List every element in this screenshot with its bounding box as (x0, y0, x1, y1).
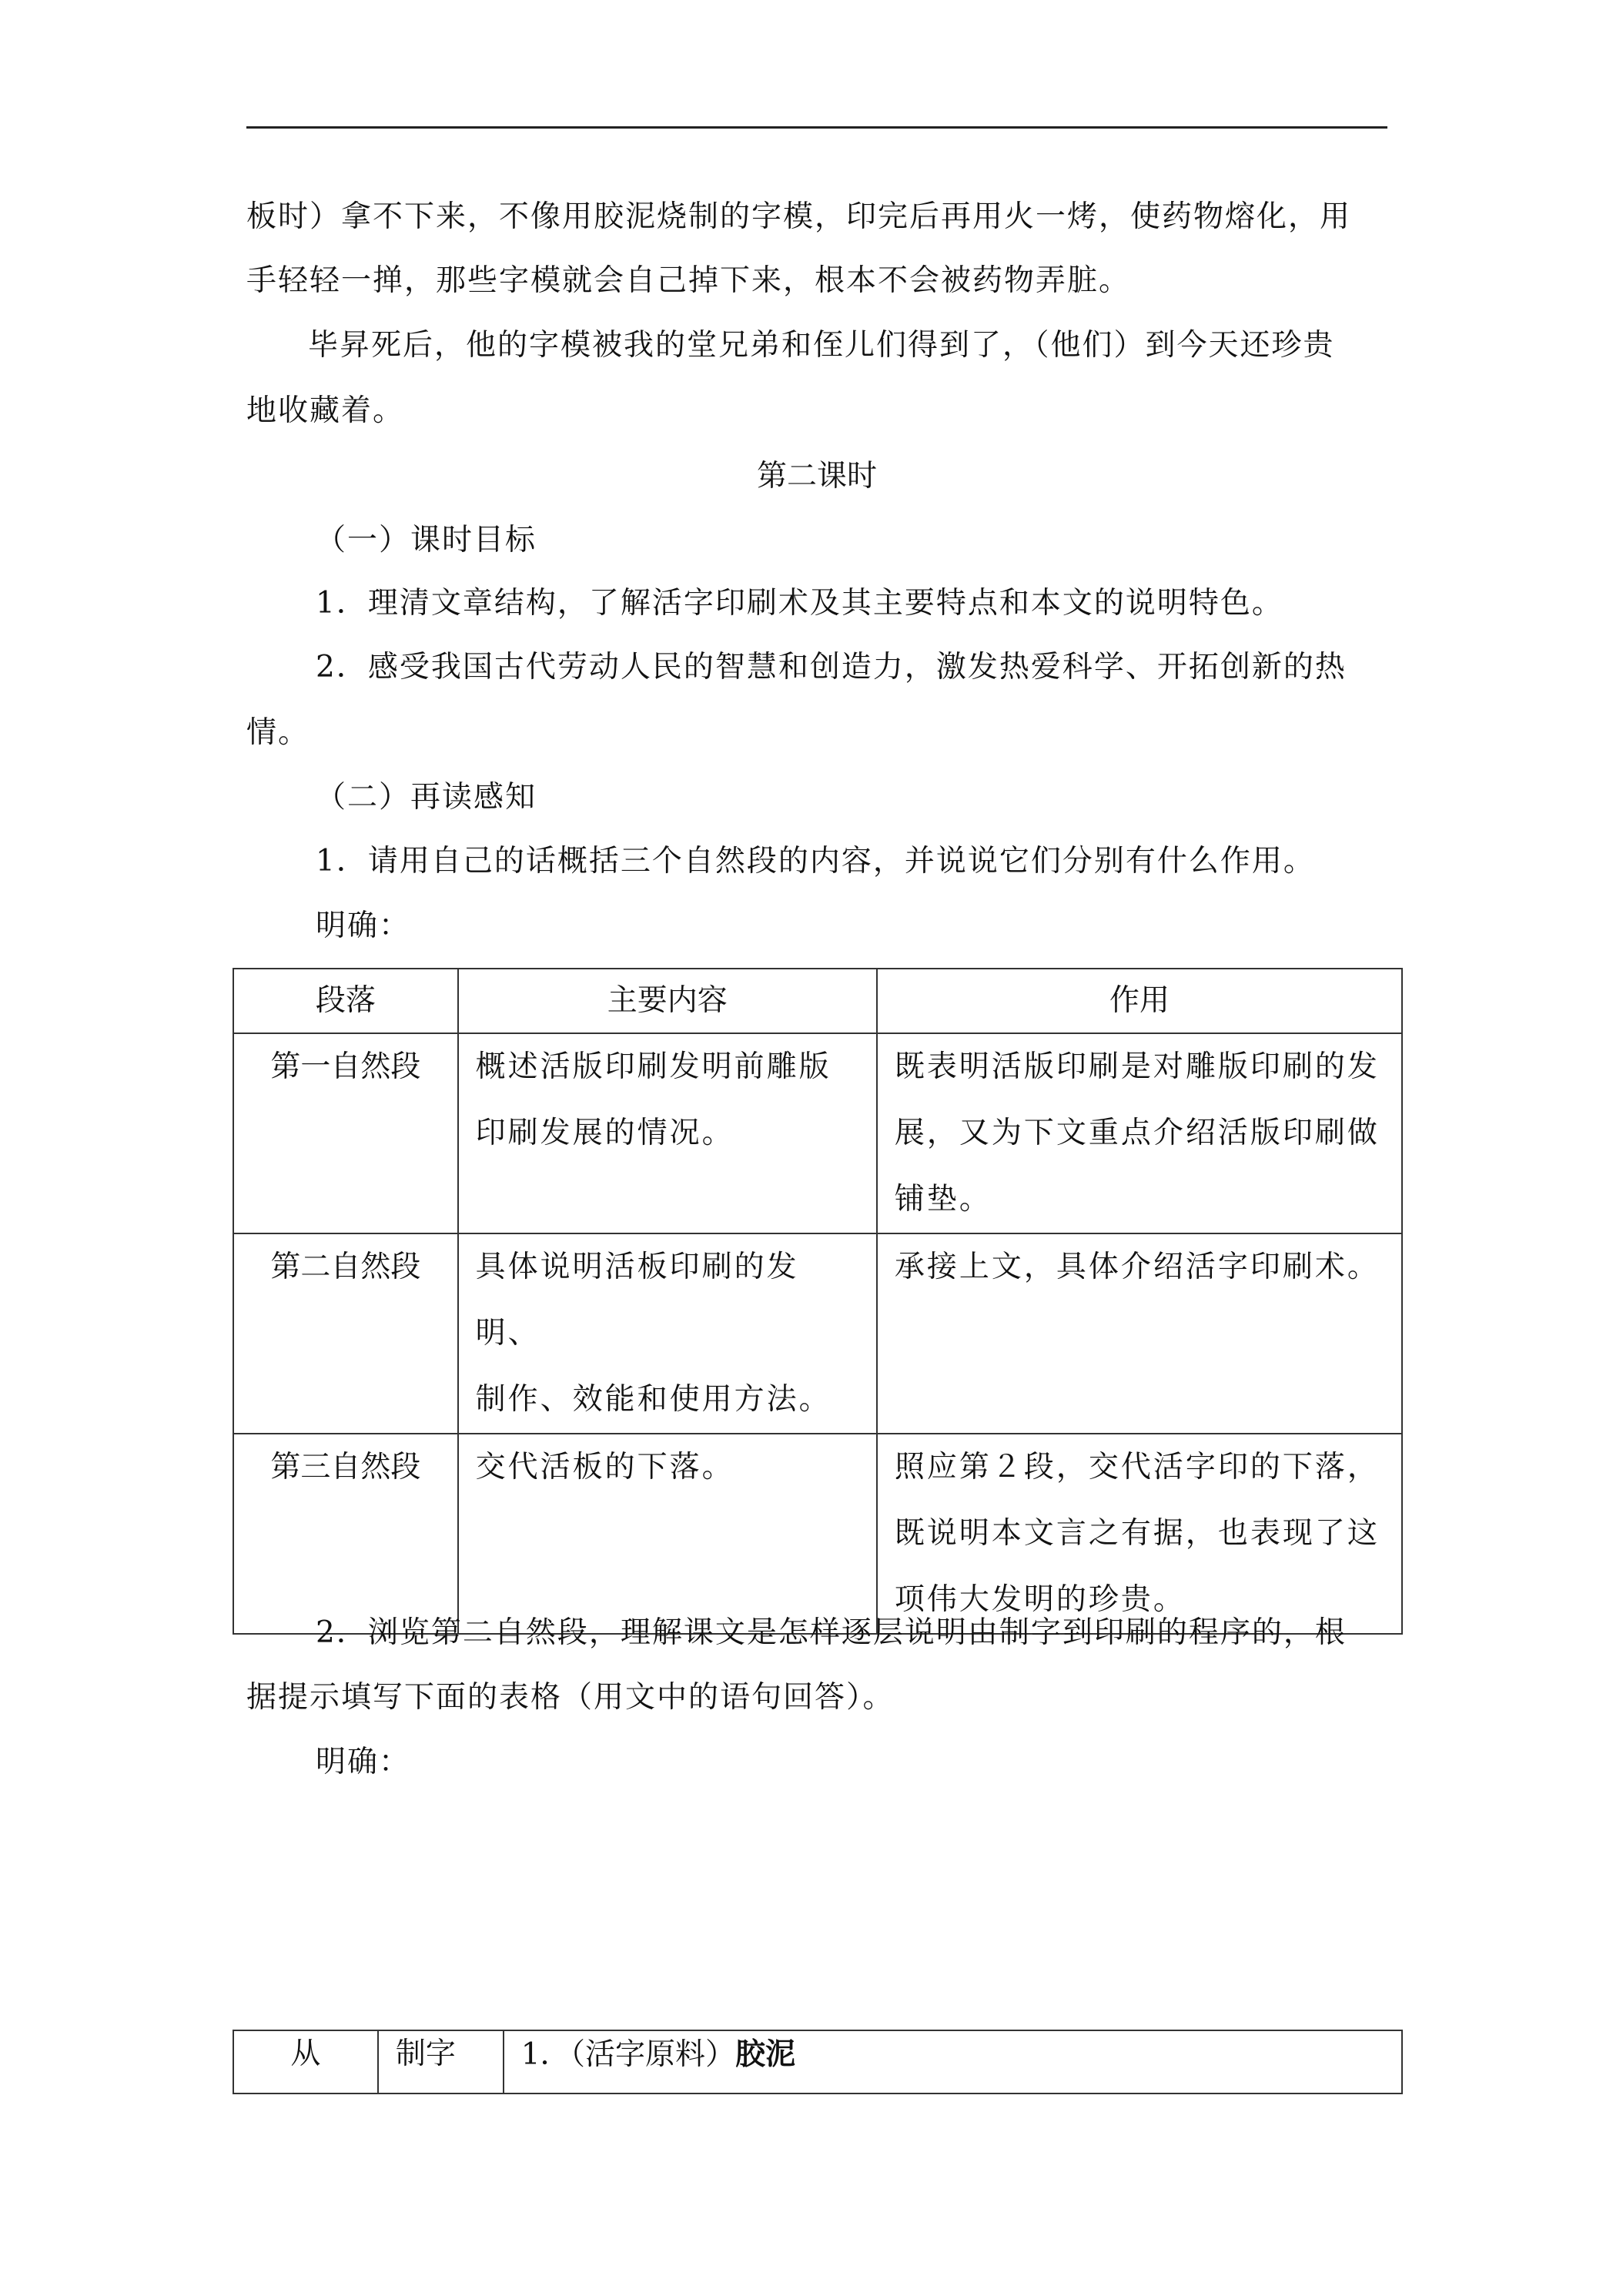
cell-line: 具体说明活板印刷的发明、 (475, 1250, 799, 1350)
table-cell: 从 (233, 2030, 378, 2094)
table-cell-content (458, 1434, 877, 1634)
table-cell-role (877, 1434, 1402, 1634)
table-cell-role (877, 1033, 1402, 1233)
answer-label: 明确： (316, 909, 411, 943)
table-cell-content (458, 1033, 877, 1233)
cell-line: 照应第２段，交代活字印的下落， (894, 1450, 1380, 1484)
summary-table (233, 968, 1403, 1635)
paragraph-line: 地收藏着。 (246, 393, 405, 428)
cell-line: 概述活版印刷发明前雕版 (475, 1049, 832, 1084)
paragraph-line: 手轻轻一掸，那些字模就会自己掉下来，根本不会被药物弄脏。 (246, 263, 1131, 298)
question: 1．请用自己的话概括三个自然段的内容，并说说它们分别有什么作用。 (316, 844, 1315, 879)
table-header-cell: 主要内容 (458, 969, 877, 1033)
cell-answer: 胶泥 (735, 2037, 796, 2072)
reread-heading: （二）再读感知 (316, 780, 537, 815)
table-header-cell: 作用 (877, 969, 1402, 1033)
cell-line: 既说明本文言之有据，也表现了这 (894, 1516, 1380, 1551)
table-cell-content (458, 1233, 877, 1434)
table-row (233, 1033, 1402, 1233)
answer-label: 明确： (316, 1745, 411, 1779)
goal-item: 1．理清文章结构，了解活字印刷术及其主要特点和本文的说明特色。 (316, 586, 1283, 621)
paragraph-line: 毕昇死后，他的字模被我的堂兄弟和侄儿们得到了，（他们）到今天还珍贵 (308, 328, 1335, 363)
table-cell: 制字 (378, 2030, 504, 2094)
cell-line: 铺垫。 (894, 1182, 992, 1217)
table-header-row (233, 969, 1402, 1033)
goal-item: 2．感受我国古代劳动人民的智慧和创造力，激发热爱科学、开拓创新的热 (316, 650, 1347, 684)
table-header-cell: 段落 (233, 969, 458, 1033)
cell-line: 项伟大发明的珍贵。 (894, 1582, 1186, 1617)
table-row (233, 2030, 1402, 2094)
paragraph-line: 板时）拿不下来，不像用胶泥烧制的字模，印完后再用火一烤，使药物熔化，用 (246, 199, 1352, 234)
cell-line: 展，又为下文重点介绍活版印刷做 (894, 1116, 1380, 1150)
table-row (233, 1233, 1402, 1434)
table-cell-para: 第一自然段 (233, 1033, 458, 1233)
question: 2．浏览第二自然段，理解课文是怎样逐层说明由制字到印刷的程序的，根 (316, 1615, 1347, 1650)
table-cell-para: 第二自然段 (233, 1233, 458, 1434)
cell-line: 制作、效能和使用方法。 (475, 1382, 832, 1417)
cell-text: 1．（活字原料） (520, 2037, 736, 2072)
cell-line: 既表明活版印刷是对雕版印刷的发 (894, 1049, 1380, 1084)
cell-line: 交代活板的下落。 (475, 1450, 735, 1484)
header-rule (246, 126, 1387, 129)
goal-item: 情。 (246, 715, 310, 750)
process-table (233, 2030, 1403, 2094)
table-cell-para: 第三自然段 (233, 1434, 458, 1634)
cell-line: 承接上文，具体介绍活字印刷术。 (894, 1250, 1380, 1284)
section-title: 第二课时 (756, 459, 877, 494)
table-row (233, 1434, 1402, 1634)
goals-heading: （一）课时目标 (316, 523, 537, 557)
cell-line: 印刷发展的情况。 (475, 1116, 735, 1150)
table-cell (504, 2030, 1402, 2094)
table-cell-role (877, 1233, 1402, 1434)
question: 据提示填写下面的表格（用文中的语句回答）。 (246, 1680, 895, 1715)
